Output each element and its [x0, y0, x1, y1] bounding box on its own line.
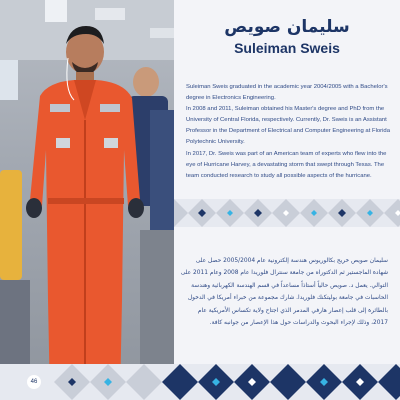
bio-paragraph: In 2008 and 2011, Suleiman obtained his Master's degree and PhD from the University of Central Florida, respectively. Currently, Dr. Sweis is an Assistant Professor in the Department of Electrical and Computer Engineering at Florida Polytechnic University. [186, 106, 390, 146]
page-number: 46 [27, 375, 41, 389]
diamond-pattern-band [174, 199, 400, 227]
name-english: Suleiman Sweis [234, 40, 340, 56]
diamond-pattern-icon [0, 364, 400, 400]
diamond-pattern-icon [174, 199, 400, 227]
biography-english [186, 82, 392, 182]
portrait-photo [0, 0, 174, 400]
name-arabic: سليمان صويص [224, 17, 350, 37]
bottom-pattern-band [0, 364, 400, 400]
bio-paragraph: In 2017, Dr. Sweis was part of an American team of experts who flew into the eye of Hurricane Harvey, a devastating storm that swept through Texas. The team conducted research to study all possible aspects of the hurricane. [186, 150, 387, 179]
bio-paragraph: Suleiman Sweis graduated in the academic year 2004/2005 with a Bachelor's degree in Electronics Engineering. [186, 84, 388, 102]
biography-arabic: سليمان صويص خريج بكالوريوس هندسة إلكترونية عام 2005/2004 حصل على شهادة الماجستير ثم الدكتوراه من جامعة سنترال فلوريدا عام 2008 وعام 2011 على التوالي. يعمل د. صويص حالياً أستاذاً مساعداً في قسم الهندسة الكهربائية وهندسة الحاسبات في جامعة بوليتكنك فلوريدا. شارك مجموعة من خبراء أمريكا في الدخول بالطائرة إلى قلب إعصار هارفي المدمر الذي اجتاح ولاية تكساس الأمريكية عام 2017، وذلك لإجراء البحوث والدراسات حول هذا الإعصار من جوانبه كافة. [180, 258, 388, 327]
aircraft-cabin-illustration [0, 0, 174, 400]
